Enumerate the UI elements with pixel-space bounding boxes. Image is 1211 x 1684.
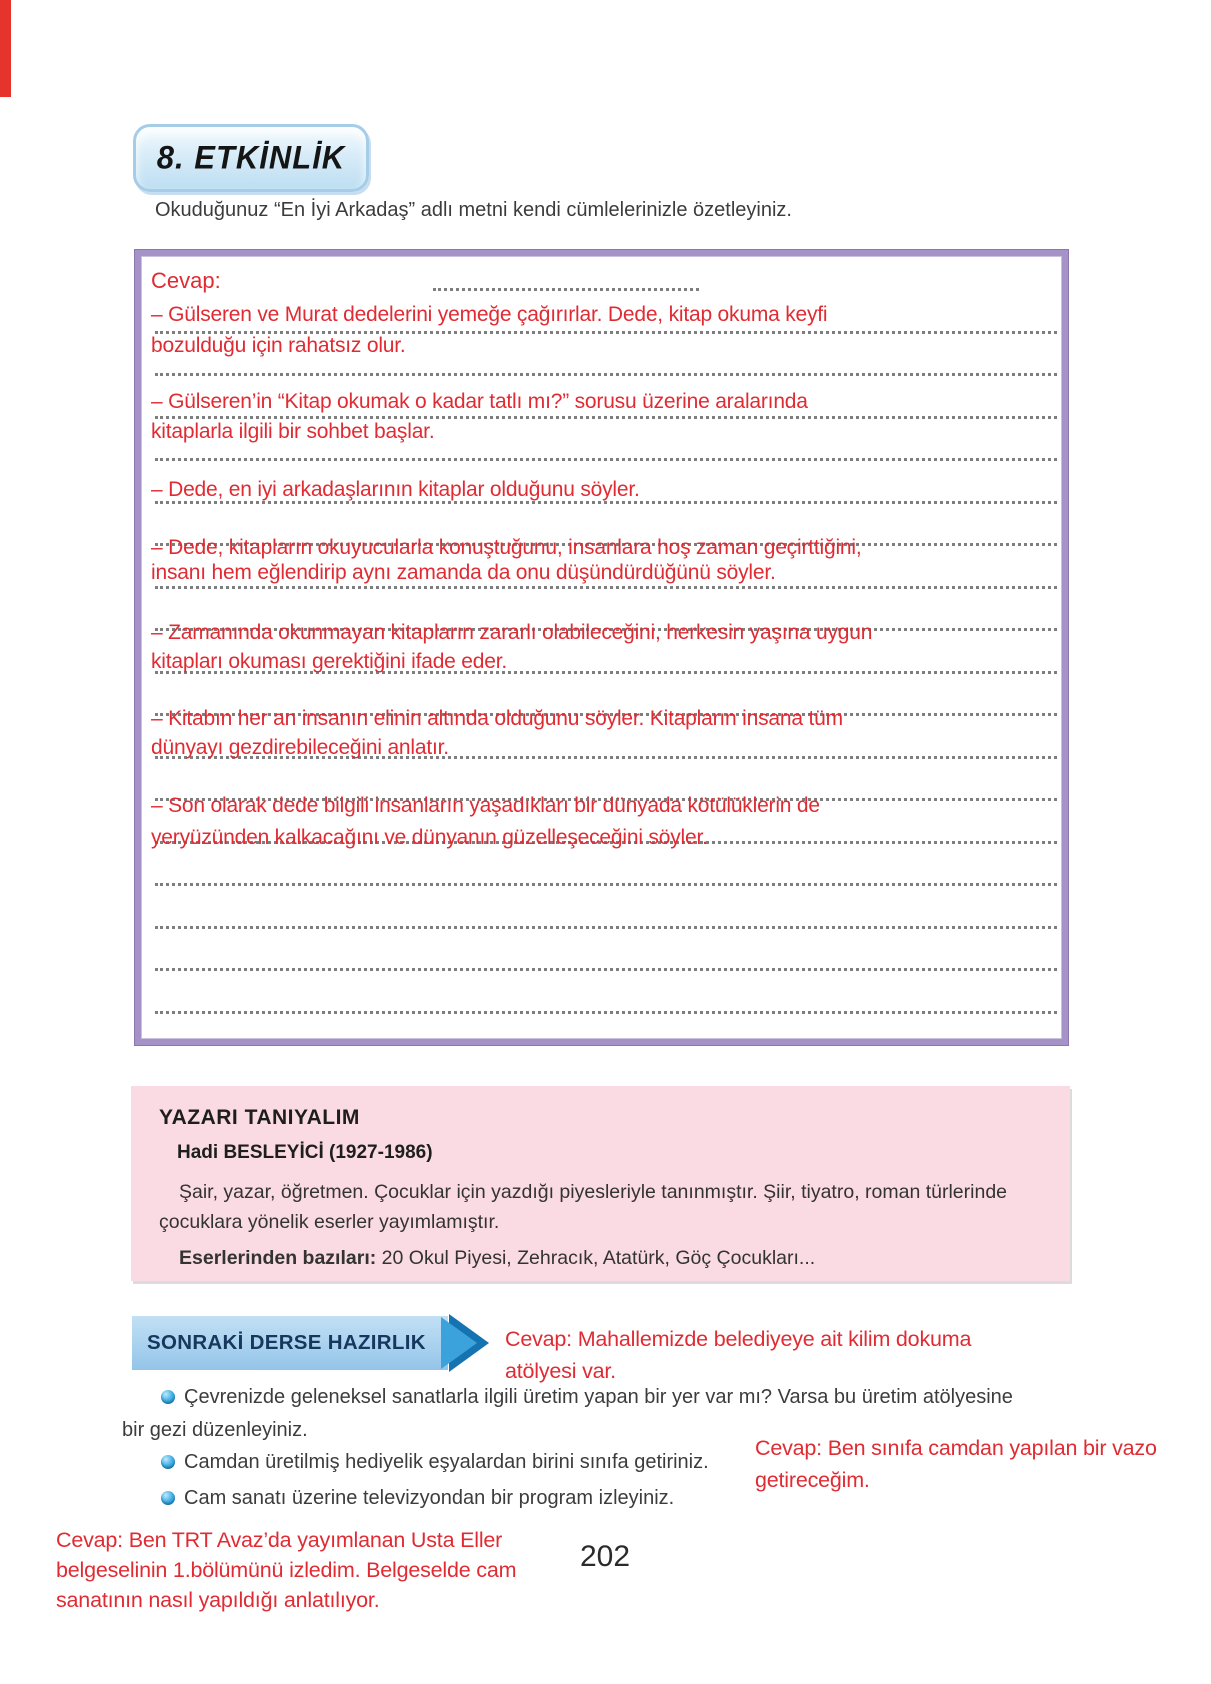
page-corner-mark xyxy=(0,0,11,97)
dotted-rule xyxy=(155,968,1057,971)
page-number: 202 xyxy=(579,1540,631,1573)
handwritten-answer-2-line-2: getireceğim. xyxy=(755,1468,870,1492)
author-box-title: YAZARI TANIYALIM xyxy=(159,1106,360,1129)
dotted-rule-short xyxy=(433,288,699,291)
answer-line: – Son olarak dede bilgili insanların yaşadıkları bir dünyada kötülüklerin de xyxy=(151,794,820,817)
answer-line: bozulduğu için rahatsız olur. xyxy=(151,334,406,357)
dotted-rule xyxy=(155,1011,1057,1014)
banner-arrow-icon xyxy=(441,1317,477,1369)
prep-item-1-line-1: Çevrenizde geleneksel sanatlarla ilgili üretim yapan bir yer var mı? Varsa bu üretim atölyesine xyxy=(184,1386,1013,1408)
author-info-box xyxy=(131,1086,1070,1281)
handwritten-answer-3-line-2: belgeselinin 1.bölümünü izledim. Belgeselde cam xyxy=(56,1558,517,1582)
bullet-icon xyxy=(161,1390,175,1404)
answer-line: yeryüzünden kalkacağını ve dünyanın güzelleşeceğini söyler. xyxy=(151,826,708,849)
activity-badge xyxy=(133,124,369,192)
answer-line: – Dede, kitapların okuyucularla konuştuğunu, insanlara hoş zaman geçirttiğini, xyxy=(151,536,862,559)
bullet-icon xyxy=(161,1491,175,1505)
handwritten-answer-2-line-1: Cevap: Ben sınıfa camdan yapılan bir vazo xyxy=(755,1436,1157,1460)
handwritten-answer-3-line-1: Cevap: Ben TRT Avaz’da yayımlanan Usta Eller xyxy=(56,1528,503,1552)
answer-line: dünyayı gezdirebileceğini anlatır. xyxy=(151,736,449,759)
bullet-icon xyxy=(161,1455,175,1469)
prep-item-3: Cam sanatı üzerine televizyondan bir program izleyiniz. xyxy=(184,1487,675,1509)
dotted-rule xyxy=(155,926,1057,929)
handwritten-answer-1-line-1: Cevap: Mahallemizde belediyeye ait kilim dokuma xyxy=(505,1327,972,1351)
dotted-rule xyxy=(155,416,1057,419)
works-list: 20 Okul Piyesi, Zehracık, Atatürk, Göç Çocukları... xyxy=(376,1247,816,1269)
dotted-rule xyxy=(155,883,1057,886)
activity-badge-label: 8. ETKİNLİK xyxy=(156,139,346,176)
answer-line: – Gülseren’in “Kitap okumak o kadar tatlı mı?” sorusu üzerine aralarında xyxy=(151,390,808,413)
handwritten-answer-3-line-3: sanatının nasıl yapıldığı anlatılıyor. xyxy=(56,1588,380,1612)
instruction-text: Okuduğunuz “En İyi Arkadaş” adlı metni kendi cümlelerinizle özetleyiniz. xyxy=(155,199,792,221)
answer-line: – Kitabın her an insanın elinin altında olduğunu söyler. Kitapların insana tüm xyxy=(151,707,843,730)
answer-box xyxy=(135,250,1068,1045)
author-works-line xyxy=(159,1247,1044,1270)
author-bio: Şair, yazar, öğretmen. Çocuklar için yazdığı piyesleriyle tanınmıştır. Şiir, tiyatro, roman türlerinde çocuklara yönelik eserler yayımlamıştır. xyxy=(159,1181,1008,1233)
answer-line: kitaplarla ilgili bir sohbet başlar. xyxy=(151,420,435,443)
works-label: Eserlerinden bazıları: xyxy=(179,1247,377,1269)
answer-line: insanı hem eğlendirip aynı zamanda da onu düşündürdüğünü söyler. xyxy=(151,561,776,584)
dotted-rule xyxy=(155,458,1057,461)
prep-item-1-line-2: bir gezi düzenleyiniz. xyxy=(122,1419,308,1441)
prep-item-2: Camdan üretilmiş hediyelik eşyalardan birini sınıfa getiriniz. xyxy=(184,1451,709,1473)
answer-line: kitapları okuması gerektiğini ifade eder. xyxy=(151,650,507,673)
handwritten-answer-1-line-2: atölyesi var. xyxy=(505,1359,616,1383)
banner-label: SONRAKİ DERSE HAZIRLIK xyxy=(147,1331,426,1354)
next-lesson-banner xyxy=(132,1316,448,1370)
dotted-rule xyxy=(155,373,1057,376)
answer-label: Cevap: xyxy=(151,268,221,293)
dotted-rule xyxy=(155,586,1057,589)
answer-line: – Gülseren ve Murat dedelerini yemeğe çağırırlar. Dede, kitap okuma keyfi xyxy=(151,303,828,326)
answer-line: – Dede, en iyi arkadaşlarının kitaplar olduğunu söyler. xyxy=(151,478,640,501)
author-name: Hadi BESLEYİCİ (1927-1986) xyxy=(177,1142,433,1163)
answer-line: – Zamanında okunmayan kitapların zararlı olabileceğini, herkesin yaşına uygun xyxy=(151,621,873,644)
